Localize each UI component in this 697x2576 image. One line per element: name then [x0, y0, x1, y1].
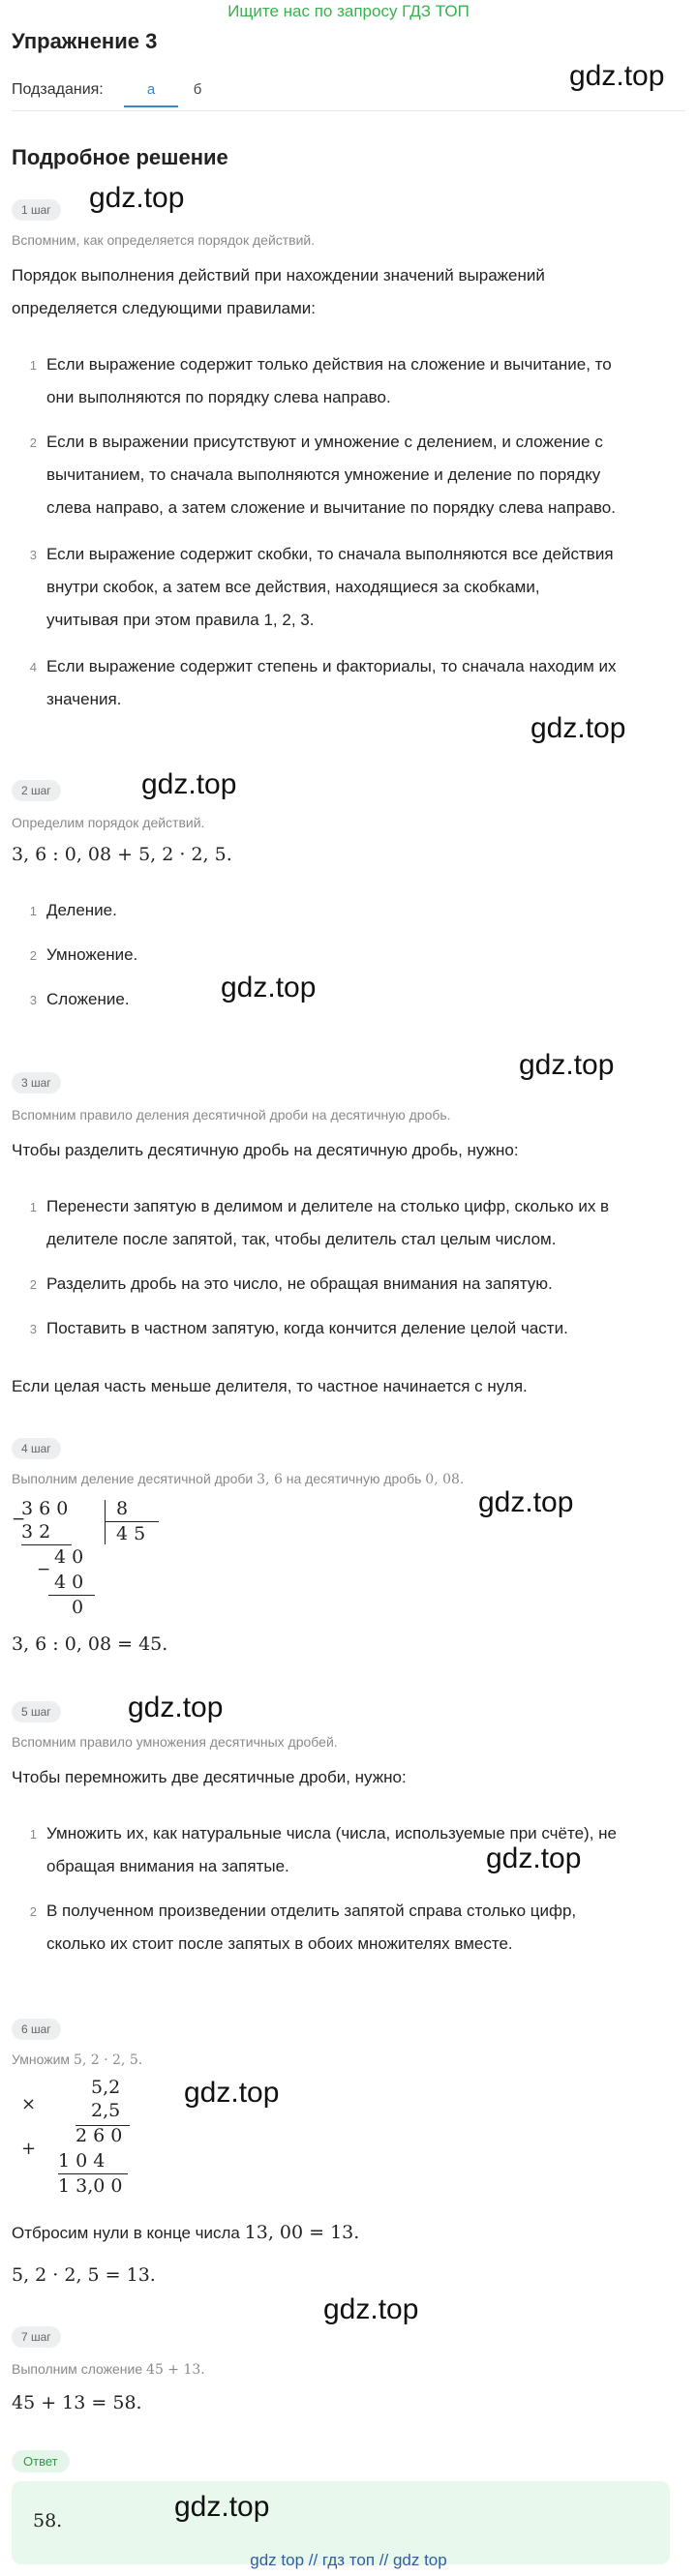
drop-math: 13, 00 = 13. [244, 2222, 360, 2243]
list-number: 1 [29, 1200, 37, 1214]
step-hint [12, 2361, 205, 2378]
division-subtrahend-2: 4 0 [54, 1572, 84, 1593]
column-multiplication [12, 2077, 147, 2212]
division-line [48, 1595, 95, 1596]
list-item-text: Сложение. [46, 990, 130, 1008]
watermark: gdz.top [221, 972, 317, 1003]
mult-line [58, 2173, 128, 2174]
list-item-text: учитывая при этом правила 1, 2, 3. [46, 611, 315, 629]
mult-result: 1 3,0 0 [58, 2175, 123, 2197]
list-item-text: Разделить дробь на это число, не обращая внимания на запятую. [46, 1274, 553, 1293]
division-line [21, 1544, 72, 1545]
list-number: 2 [29, 1277, 37, 1292]
list-number: 2 [29, 948, 37, 963]
subtasks-label: Подзадания: [12, 81, 104, 98]
list-item-text: делителе после запятой, так, чтобы делитель стал целым числом. [46, 1230, 557, 1248]
step-badge: 6 шаг [12, 2019, 61, 2040]
hint-text: Умножим [12, 2052, 71, 2067]
watermark: gdz.top [184, 2077, 280, 2109]
step-text: Порядок выполнения действий при нахождении значений выражений [12, 266, 545, 285]
list-number: 4 [29, 660, 37, 674]
watermark: gdz.top [486, 1842, 582, 1874]
answer-value: 58. [33, 2510, 63, 2531]
list-item-text: В полученном произведении отделить запятой справа столько цифр, [46, 1902, 577, 1920]
footer-links[interactable]: gdz top // гдз топ // gdz top [250, 2551, 447, 2569]
list-item-text: Умножение. [46, 945, 138, 964]
divider [12, 110, 685, 111]
minus-sign: − [37, 1560, 51, 1579]
step-badge: 1 шаг [12, 199, 61, 221]
mult-factor-1: 5,2 [91, 2077, 121, 2098]
mult-partial-2: 1 0 4 [58, 2150, 106, 2172]
list-number: 1 [29, 358, 37, 373]
list-item-text: значения. [46, 690, 122, 708]
hint-math: 3, 6 [257, 1472, 283, 1487]
step-hint: Вспомним, как определяется порядок действий. [12, 232, 316, 248]
list-item-text: сколько их стоит после запятых в обоих множителях вместе. [46, 1934, 513, 1953]
list-number: 3 [29, 993, 37, 1007]
list-item-text: вычитанием, то сначала выполняются умножение и деление по порядку [46, 465, 601, 484]
division-subtrahend: 3 2 [21, 1521, 51, 1543]
step-badge: 3 шаг [12, 1072, 61, 1093]
division-bracket [105, 1500, 106, 1544]
list-number: 1 [29, 1827, 37, 1842]
list-number: 3 [29, 548, 37, 562]
times-sign: × [21, 2094, 37, 2114]
hint-text: Выполним сложение [12, 2361, 143, 2377]
step-note: Если целая часть меньше делителя, то частное начинается с нуля. [12, 1377, 528, 1395]
step-badge: 7 шаг [12, 2326, 61, 2348]
list-item-text: Поставить в частном запятую, когда кончится деление целой части. [46, 1319, 568, 1337]
list-item-text: слева направо, а затем сложение и вычитание по порядку слева направо. [46, 498, 616, 517]
math-result: 5, 2 · 2, 5 = 13. [12, 2264, 156, 2286]
watermark: gdz.top [174, 2491, 270, 2523]
list-number: 1 [29, 904, 37, 918]
answer-badge: Ответ [12, 2450, 70, 2472]
list-number: 2 [29, 1904, 37, 1919]
long-division [12, 1498, 167, 1624]
list-item-text: Перенести запятую в делимом и делителе на столько цифр, сколько их в [46, 1197, 610, 1215]
solution-title: Подробное решение [12, 145, 228, 169]
watermark: gdz.top [530, 712, 626, 744]
hint-text: на десятичную дробь [286, 1471, 422, 1486]
division-bracket-line [105, 1521, 159, 1522]
page-title: Упражнение 3 [12, 29, 158, 53]
list-item-text: обращая внимания на запятые. [46, 1857, 289, 1875]
step-text: определяется следующими правилами: [12, 299, 317, 317]
mult-partial-1: 2 6 0 [76, 2125, 123, 2146]
hint-math: 45 + 13. [146, 2362, 205, 2378]
list-item-text: внутри скобок, а затем все действия, находящиеся за скобками, [46, 578, 540, 596]
list-number: 2 [29, 435, 37, 450]
list-item-text: Если выражение содержит скобки, то сначала выполняются все действия [46, 545, 614, 563]
mult-factor-2: 2,5 [91, 2100, 121, 2121]
list-item-text: они выполняются по порядку слева направо. [46, 388, 391, 406]
division-divisor: 8 [116, 1498, 129, 1519]
hint-math: 0, 08. [425, 1472, 465, 1487]
division-remainder: 0 [72, 1597, 84, 1618]
list-item-text: Если выражение содержит степень и факториалы, то сначала находим их [46, 657, 617, 675]
step-hint: Вспомним правило деления десятичной дроби на десятичную дробь. [12, 1107, 451, 1123]
step-hint: Вспомним правило умножения десятичных дробей. [12, 1734, 338, 1750]
step-hint [12, 2052, 142, 2068]
top-ad-link[interactable]: Ищите нас по запросу ГДЗ ТОП [227, 2, 470, 20]
tab-b[interactable]: б [193, 81, 202, 98]
division-remainder-1: 4 0 [54, 1546, 84, 1568]
division-dividend: 3 6 0 [21, 1498, 69, 1519]
watermark: gdz.top [519, 1049, 615, 1081]
step-text: Чтобы разделить десятичную дробь на десятичную дробь, нужно: [12, 1141, 519, 1159]
hint-math: 5, 2 · 2, 5. [73, 2052, 143, 2068]
step-hint: Определим порядок действий. [12, 815, 205, 830]
hint-text: Выполним деление десятичной дроби [12, 1471, 254, 1486]
list-item-text: Если в выражении присутствуют и умножение с делением, и сложение с [46, 433, 603, 451]
step-badge: 5 шаг [12, 1701, 61, 1722]
drop-text: Отбросим нули в конце числа [12, 2224, 240, 2242]
tab-a[interactable]: а [124, 81, 178, 107]
watermark: gdz.top [128, 1692, 224, 1723]
step-badge: 4 шаг [12, 1438, 61, 1459]
watermark: gdz.top [141, 768, 237, 800]
list-item-text: Деление. [46, 901, 117, 919]
list-item-text: Если выражение содержит только действия на сложение и вычитание, то [46, 355, 612, 374]
math-result: 3, 6 : 0, 08 = 45. [12, 1633, 168, 1655]
step-hint [12, 1471, 464, 1487]
division-quotient: 4 5 [116, 1523, 146, 1544]
watermark: gdz.top [569, 60, 665, 92]
watermark: gdz.top [323, 2293, 419, 2325]
list-number: 3 [29, 1322, 37, 1336]
watermark: gdz.top [89, 182, 185, 214]
watermark: gdz.top [478, 1486, 574, 1518]
list-item-text: Умножить их, как натуральные числа (числа, используемые при счёте), не [46, 1824, 617, 1842]
step-text: Чтобы перемножить две десятичные дроби, нужно: [12, 1768, 407, 1786]
math-expression: 3, 6 : 0, 08 + 5, 2 · 2, 5. [12, 844, 232, 865]
plus-sign: + [21, 2139, 37, 2159]
math-result: 45 + 13 = 58. [12, 2392, 142, 2413]
minus-sign: − [12, 1510, 26, 1529]
step-badge: 2 шаг [12, 780, 61, 801]
step-text [12, 2216, 359, 2250]
